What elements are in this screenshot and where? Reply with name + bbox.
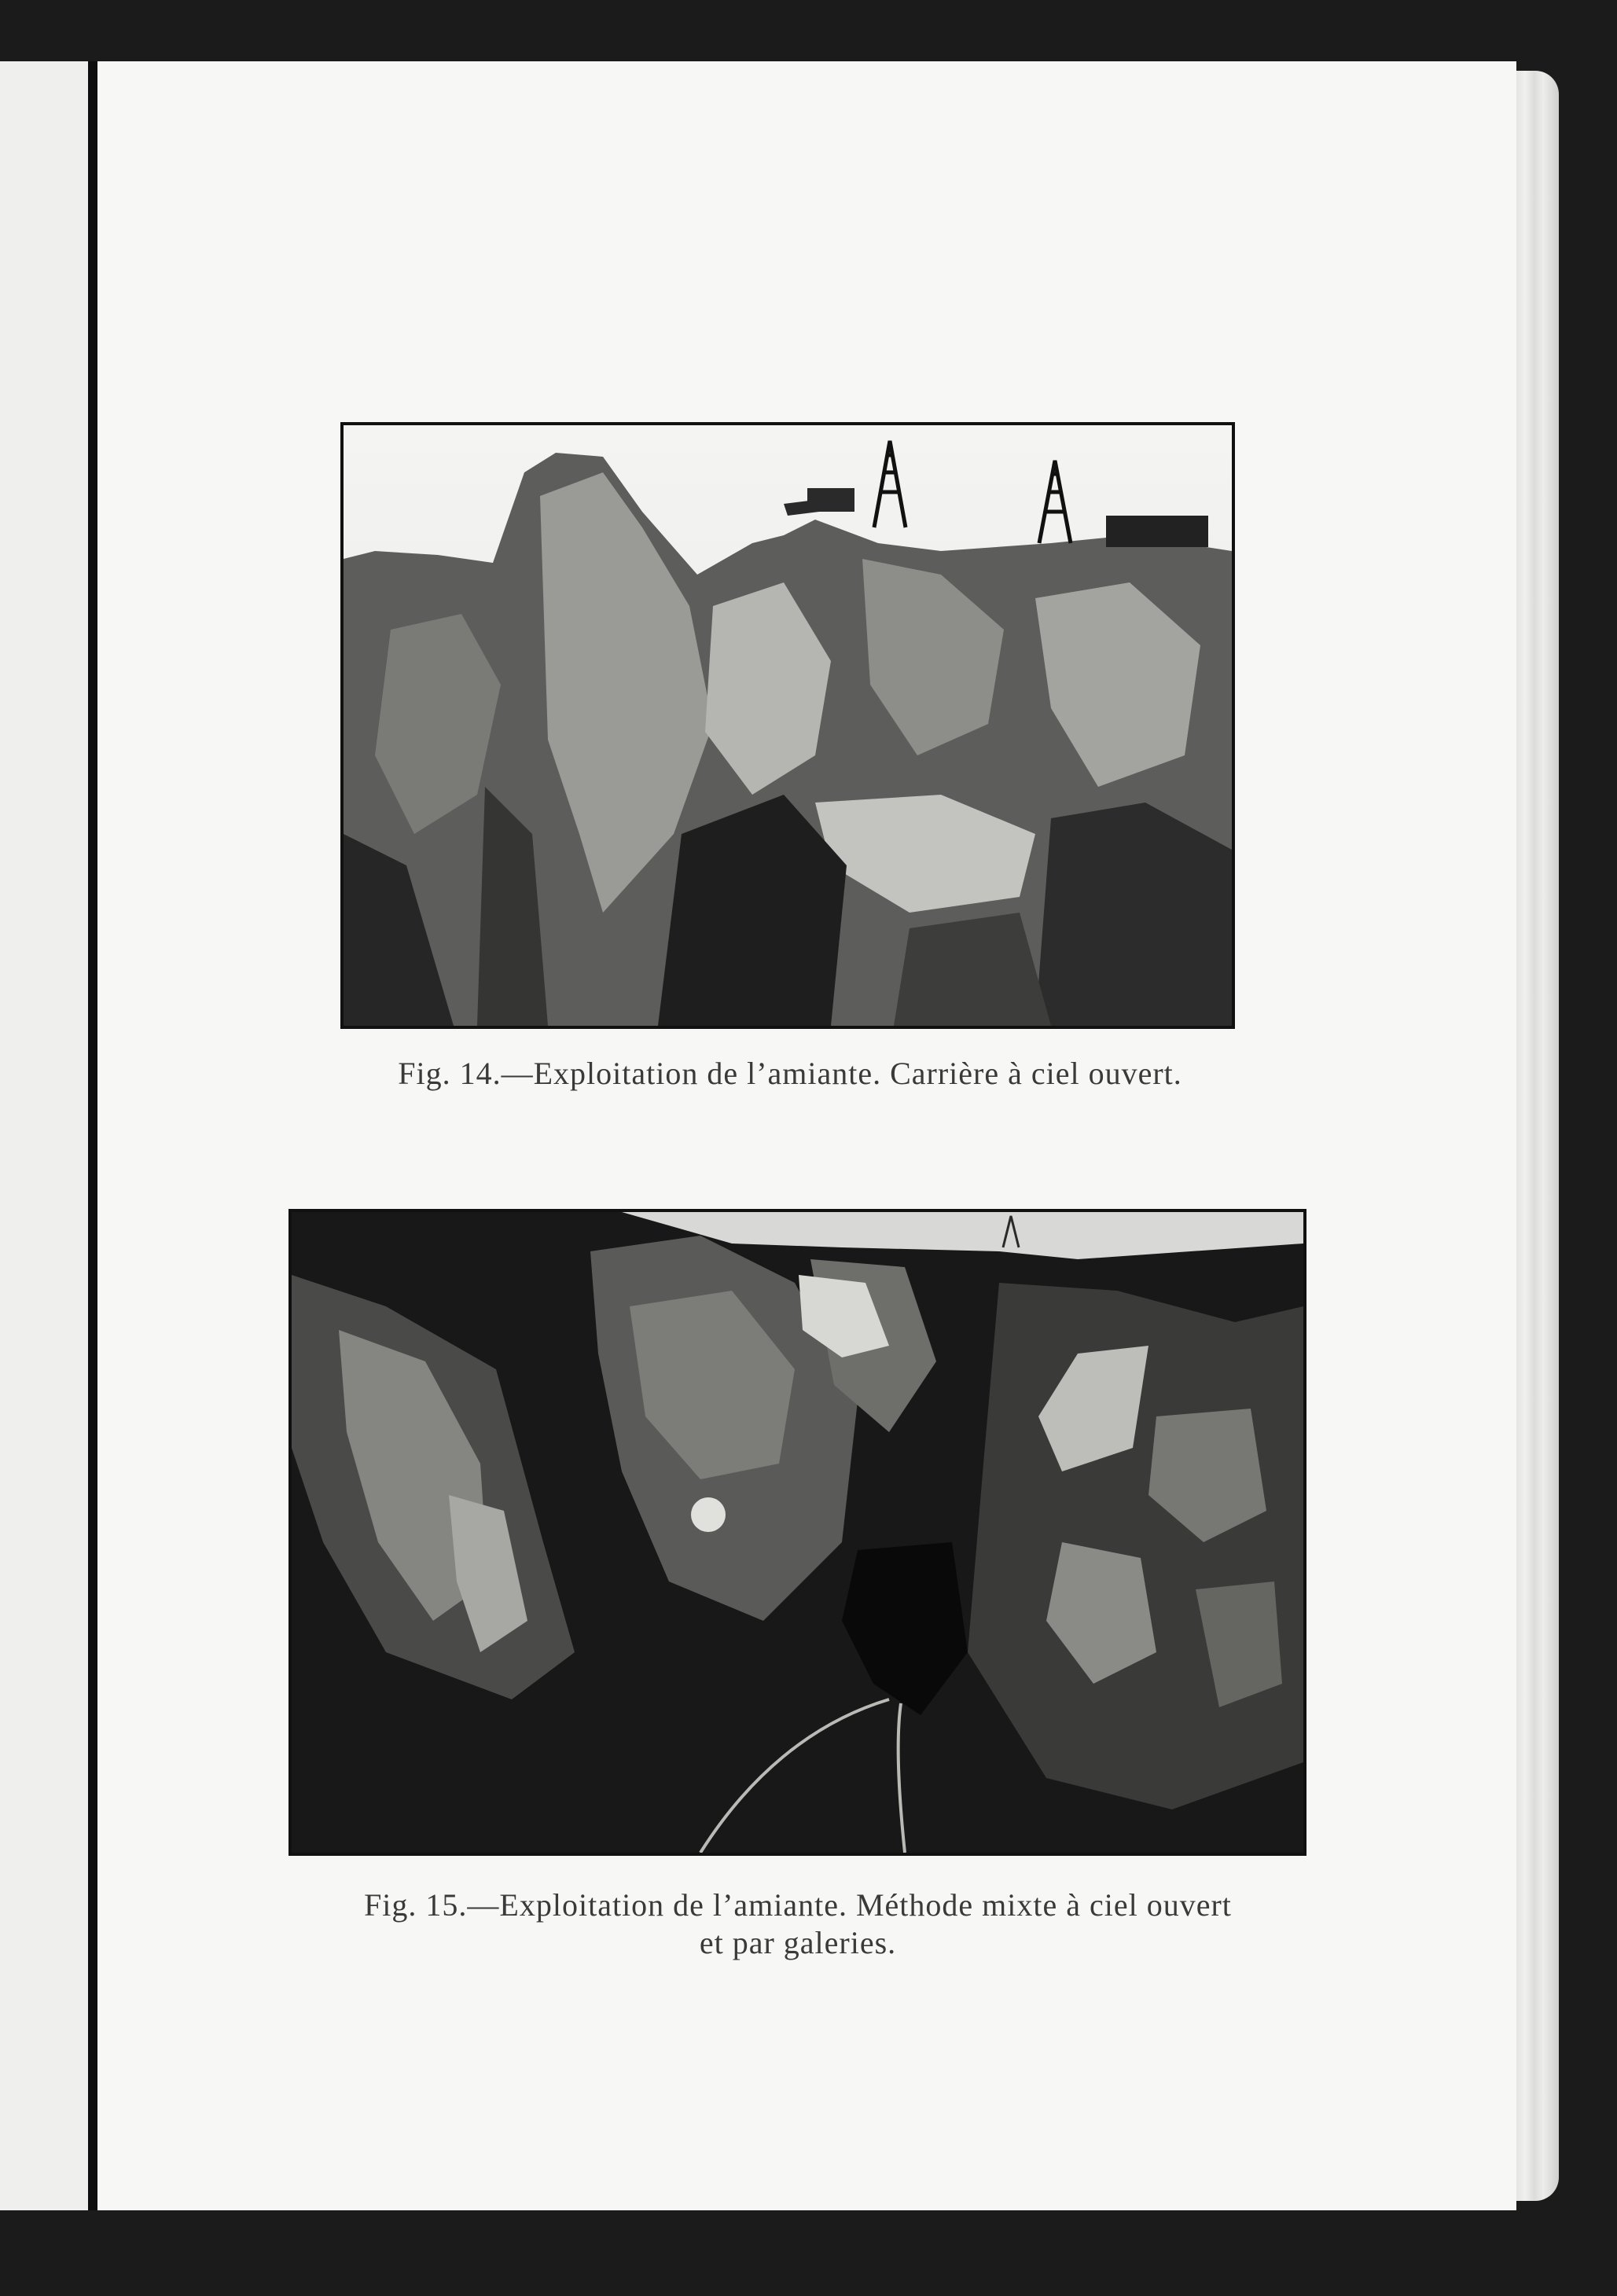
book-gutter: [88, 61, 97, 2210]
figure-14-caption: Fig. 14.—Exploitation de l’amiante. Carrière à ciel ouvert.: [398, 1056, 1182, 1091]
figure-14-photo: [340, 422, 1235, 1029]
left-page-edge: [0, 61, 88, 2210]
figure-15-photo: [288, 1209, 1306, 1856]
figure-15-caption-line-2: et par galeries.: [699, 1925, 897, 1960]
figure-15-caption-line-1: Fig. 15.—Exploitation de l’amiante. Méthode mixte à ciel ouvert: [364, 1887, 1232, 1923]
